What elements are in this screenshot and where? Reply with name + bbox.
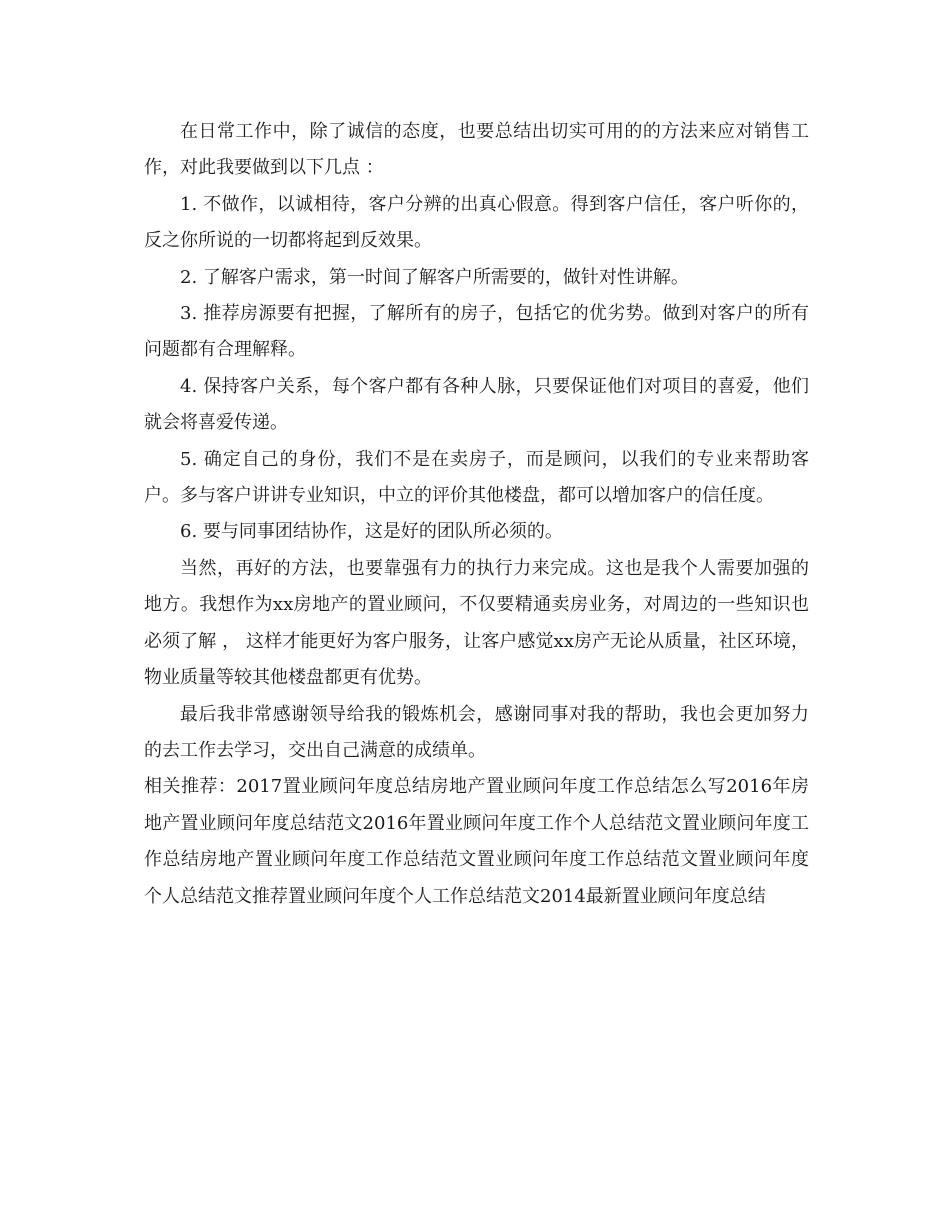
point-6-paragraph: 6. 要与同事团结协作，这是好的团队所必须的。 — [180, 521, 563, 543]
execution-paragraph: 当然，再好的方法，也要靠强有力的执行力来完成。这也是我个人需要加强的地方。我想作为xx房地产的置业顾问，不仅要精通卖房业务，对周边的一些知识也必须了解 ， 这样才能更好为客户服务，让客户感觉xx房产无论从质量，社区环境，物业质量等较其他楼盘都更有优势。 — [144, 557, 809, 689]
point-3-paragraph: 3. 推荐房源要有把握，了解所有的房子，包括它的优劣势。做到对客户的所有问题都有合理解释。 — [144, 303, 809, 361]
point-2-paragraph: 2. 了解客户需求，第一时间了解客户所需要的，做针对性讲解。 — [180, 266, 689, 288]
point-4-paragraph: 4. 保持客户关系，每个客户都有各种人脉，只要保证他们对项目的喜爱，他们就会将喜爱传递。 — [144, 375, 809, 434]
document-body — [144, 114, 809, 915]
point-5-paragraph: 5. 确定自己的身份，我们不是在卖房子，而是顾问，以我们的专业来帮助客户。多与客户讲讲专业知识，中立的评价其他楼盘，都可以增加客户的信任度。 — [144, 448, 809, 507]
intro-paragraph: 在日常工作中，除了诚信的态度，也要总结出切实可用的的方法来应对销售工作，对此我要做到以下几点 ： — [144, 121, 809, 179]
related-recommendations: 相关推荐：2017置业顾问年度总结房地产置业顾问年度工作总结怎么写2016年房地产置业顾问年度总结范文2016年置业顾问年度工作个人总结范文置业顾问年度工作总结房地产置业顾问年度工作总结范文置业顾问年度工作总结范文置业顾问年度个人总结范文推荐置业顾问年度个人工作总结范文2014最新置业顾问年度总结 — [144, 776, 809, 907]
closing-paragraph: 最后我非常感谢领导给我的锻炼机会，感谢同事对我的帮助，我也会更加努力的去工作去学习，交出自己满意的成绩单。 — [144, 703, 809, 761]
point-1-paragraph: 1. 不做作，以诚相待，客户分辨的出真心假意。得到客户信任，客户听你的， 反之你所说的一切都将起到反效果。 — [144, 193, 809, 252]
